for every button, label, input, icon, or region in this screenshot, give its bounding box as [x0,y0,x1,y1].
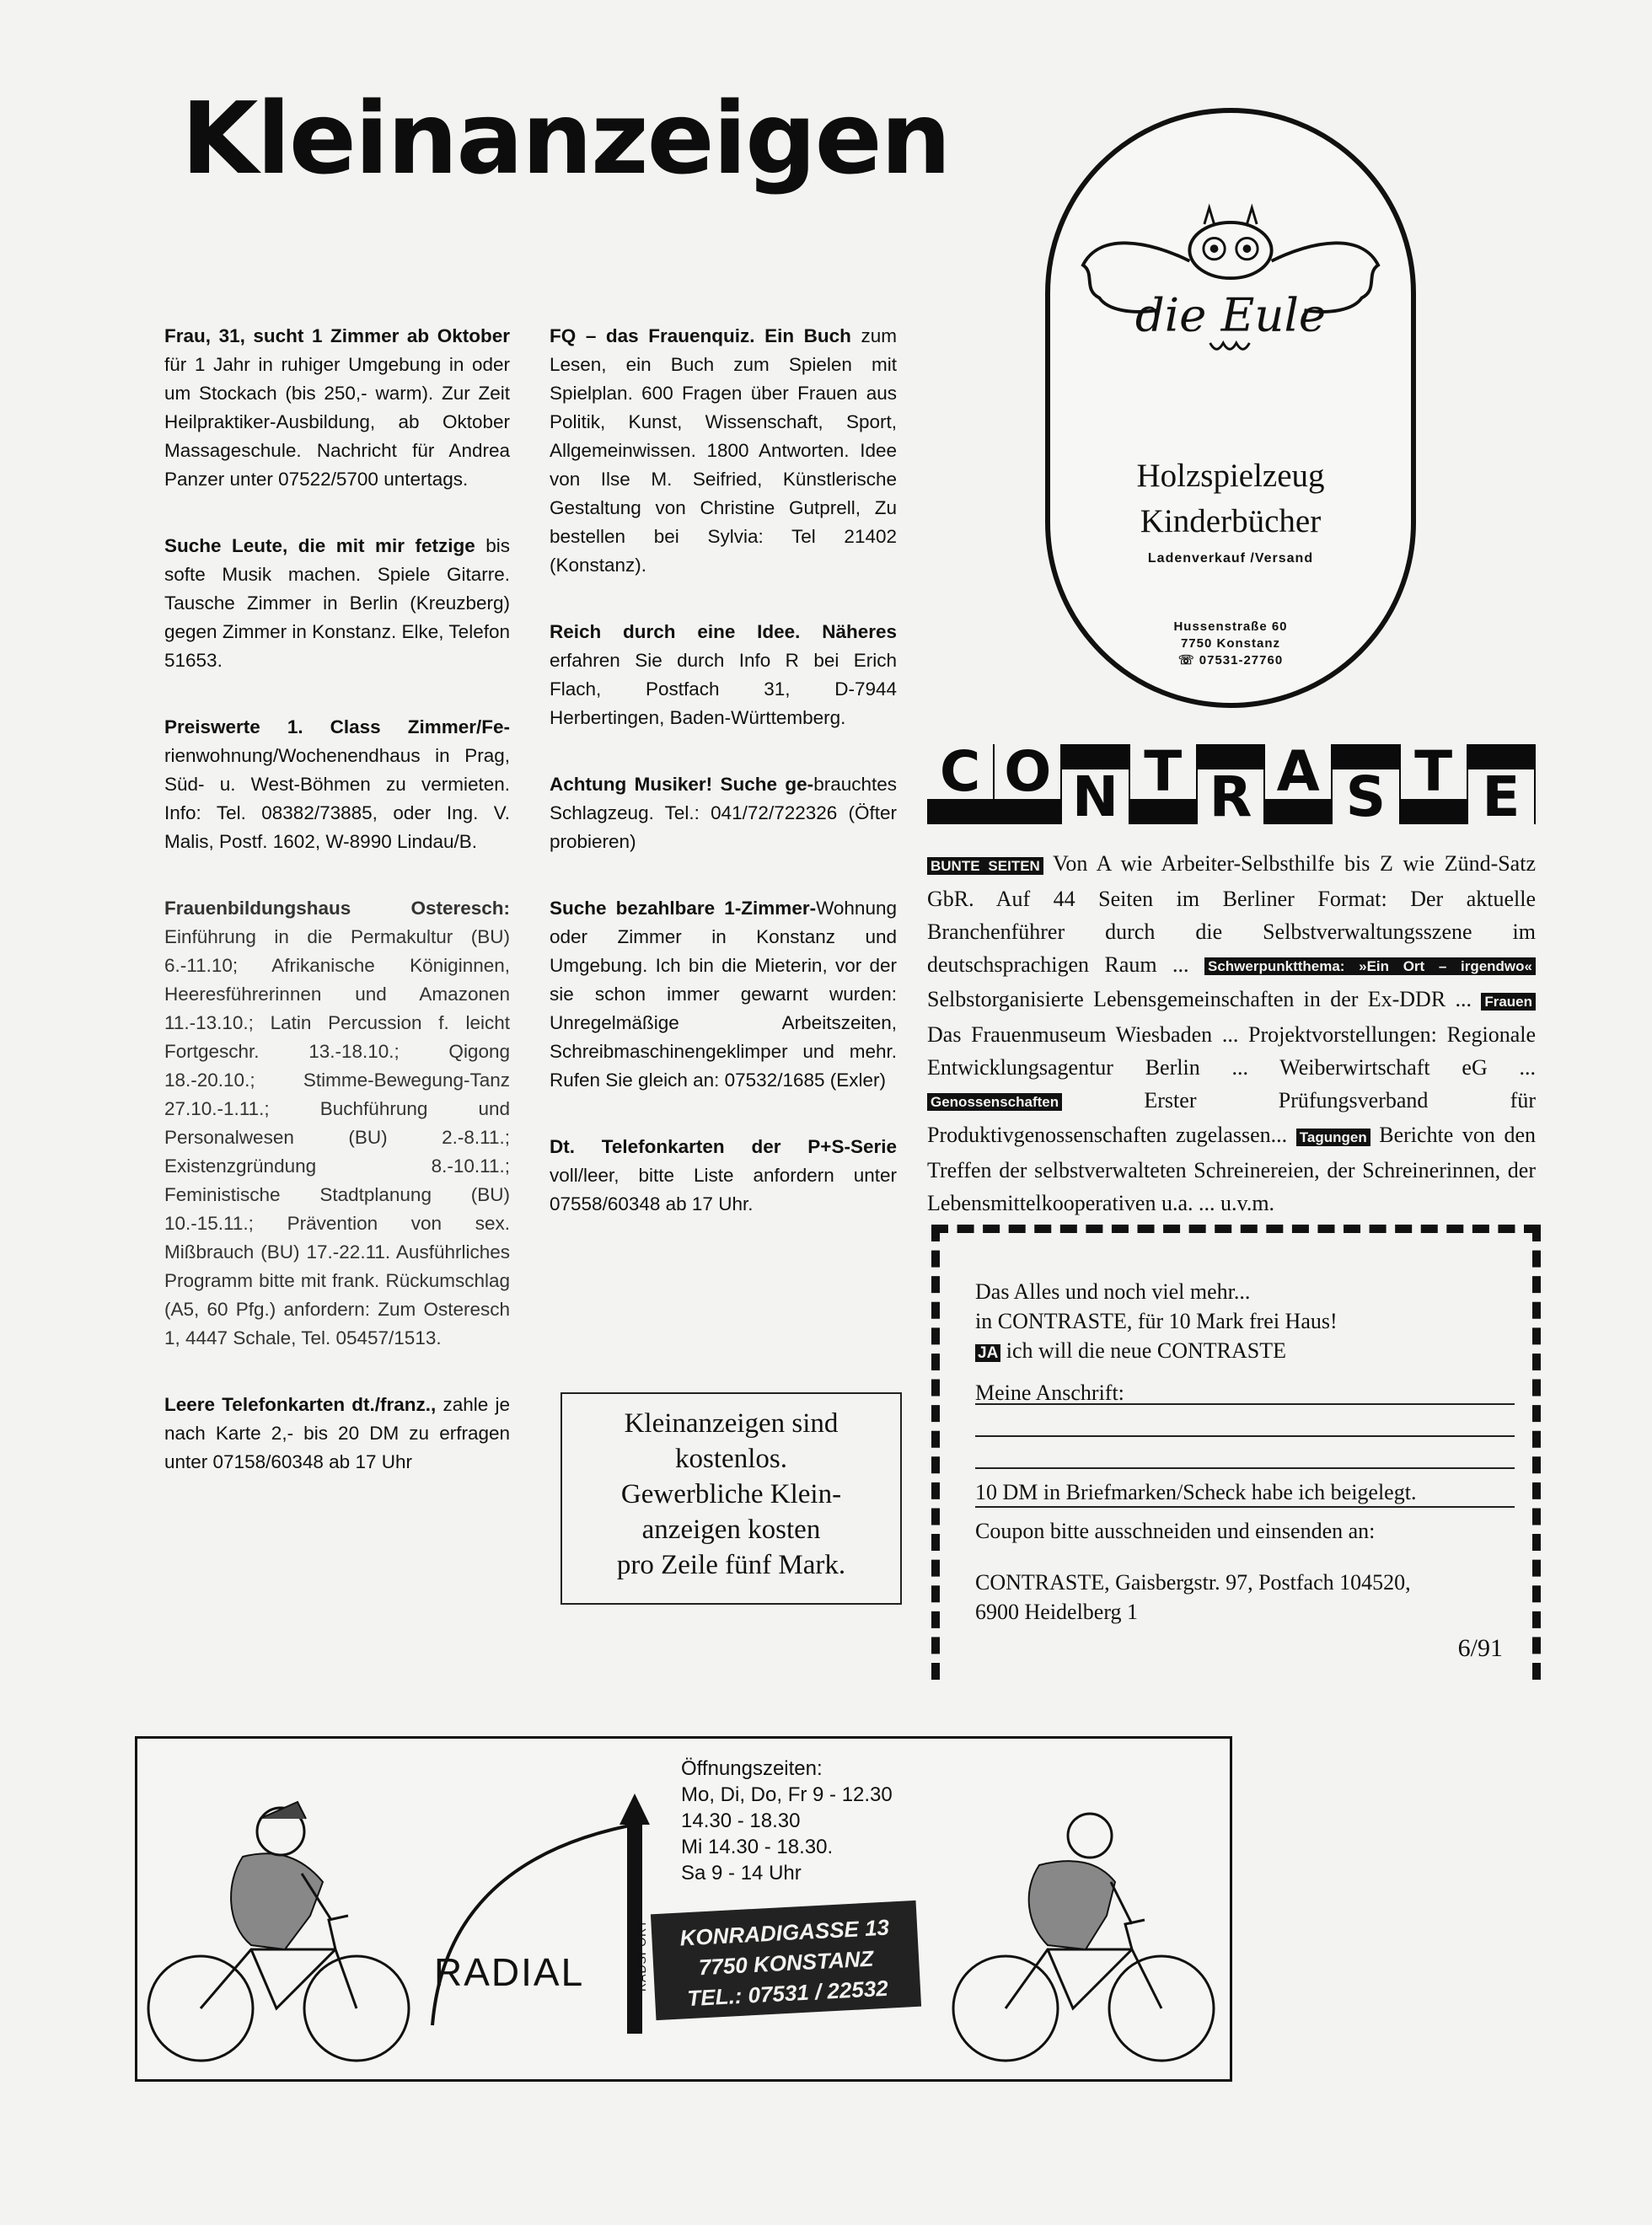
tag-tagungen: Tagungen [1296,1129,1370,1146]
eule-subtitle: Ladenverkauf /Versand [1147,551,1314,566]
cyclist-left-icon [142,1756,420,2076]
classified-ad: FQ – das Frauenquiz. Ein Buch zum Lesen, ein Buch zum Spielen mit Spielplan. 600 Fragen über Frauen aus Politik, Kunst, Wissenschaft, Sport, Allgemeinwissen. 1800 Antworten. Idee von Ilse M. Seifried, Künstlerische Gestaltung von Christine Gutprell, Zu bestellen bei Sylvia: Tel 21402 (Konstanz). [550,325,898,576]
radial-address-box: KONRADIGASSE 13 7750 KONSTANZ TEL.: 07531 / 22532 [651,1901,921,2020]
eule-line-books: Kinderbücher [1140,503,1322,539]
coupon-address: CONTRASTE, Gaisbergstr. 97, Postfach 104520, [975,1570,1411,1595]
coupon-line: Das Alles und noch viel mehr... [975,1279,1251,1304]
ja-checkbox[interactable]: JA [975,1344,1000,1362]
arrow-arc-icon [424,1772,677,2042]
tag-schwerpunkt: Schwerpunktthema: »Ein Ort – irgendwo« [1204,957,1536,975]
radial-subbrand: RADSPORT [635,1919,648,1992]
contraste-description: BUNTE SEITEN Von A wie Arbeiter-Selbsthilfe bis Z wie Zünd-Satz GbR. Auf 44 Seiten im Berliner Format: Der aktuelle Branchenführer durch die Selbstverwaltungsszene im deutschsprachigen Raum ... Schwerpunktthema: »Ein Ort – irgendwo« Selbstorganisierte Lebensgemeinschaften in der Ex-DDR ... Frauen Das Frauenmuseum Wiesbaden ... Projektvorstellungen: Regionale Entwicklungsagentur Berlin ... Weiberwirtschaft eG ... Genossenschaften Erster Prüfungsverband für Produktivgenossenschaften zugelassen... Tagungen Berichte von den Treffen der selbstverwalteten Schreinereien, der Schreinerinnen, der Lebensmittelkooperativen u.a. ... u.v.m. [927,851,1536,1215]
owl-logo-icon [1050,189,1411,374]
coupon-address: 6900 Heidelberg 1 [975,1600,1139,1624]
payment-line: 10 DM in Briefmarken/Scheck habe ich beigelegt. [975,1477,1515,1508]
contraste-logo [927,739,1536,829]
classified-ad: Dt. Telefonkarten der P+S-Serie voll/leer, bitte Liste anfordern unter 07558/60348 ab 17 Uhr. [550,1136,897,1214]
contraste-letter: E [1468,769,1536,824]
coupon-line: in CONTRASTE, für 10 Mark frei Haus! [975,1309,1338,1333]
ads-column-1 [164,322,510,1515]
issue-number: 6/91 [1457,1634,1503,1662]
contraste-letter: O [995,744,1062,799]
radial-brand: RADIAL [434,1950,585,1994]
classified-ad: Achtung Musiker! Suche ge-brauchtes Schlagzeug. Tel.: 041/72/722326 (Öfter probieren) [550,774,897,852]
address-line[interactable]: Meine Anschrift: [975,1378,1515,1405]
classified-ad: Frau, 31, sucht 1 Zimmer ab Oktober für 1 Jahr in ruhiger Umgebung in oder um Stockach (bis 250,- warm). Zur Zeit Heilpraktiker-Ausbildung, ab Oktober Massageschule. Nachricht für Andrea Panzer unter 07522/5700 untertags. [164,325,510,490]
classified-ad: Preiswerte 1. Class Zimmer/Fe-rienwohnung/Wochenendhaus in Prag, Süd- u. West-Böhmen zu vermieten. Info: Tel. 08382/73885, oder Ing. V. Malis, Postf. 1602, W-8990 Lindau/B. [164,716,510,852]
tag-bunte-seiten: BUNTE SEITEN [927,857,1043,875]
eule-toy-shop-ad [1045,108,1416,708]
classified-ad: Suche Leute, die mit mir fetzige bis softe Musik machen. Spiele Gitarre. Tausche Zimmer in Berlin (Kreuzberg) gegen Zimmer in Konstanz. Elke, Telefon 51653. [164,535,510,671]
coupon-checkbox-line: JA ich will die neue CONTRASTE [975,1336,1515,1368]
eule-logo-lettering: die Eule [1134,287,1327,342]
classified-ad: Frauenbildungshaus Osteresch: Einführung in die Permakultur (BU) 6.-11.10; Afrikanische Königinnen, Heeresführerinnen und Amazonen 11.-13.10.; Latin Percussion f. leicht Fortgeschr. 13.-18.10.; Qigong 18.-20.10.; Stimme-Bewegung-Tanz 27.10.-1.11.; Buchführung und Personalwesen (BU) 2.-8.11.; Existenzgründung 8.-10.11.; Feministische Stadtplanung (BU) 10.-15.11.; Prävention von sex. Mißbrauch (BU) 17.-22.11. Ausführliches Programm bitte mit frank. Rückumschlag (A5, 60 Pfg.) anfordern: Zum Osteresch 1, 4447 Schale, Tel. 05457/1513. [164,898,510,1348]
classified-ad: Leere Telefonkarten dt./franz., zahle je nach Karte 2,- bis 20 DM zu erfragen unter 07158/60348 ab 17 Uhr [164,1394,510,1472]
tag-genossenschaften: Genossenschaften [927,1093,1062,1111]
eule-line-toys: Holzspielzeug [1136,458,1325,494]
classified-ad: Reich durch eine Idee. Näheres erfahren Sie durch Info R bei Erich Flach, Postfach 31, D-7944 Herbertingen, Baden-Württemberg. [550,621,897,728]
subscription-coupon [931,1225,1541,1680]
contraste-letter: N [1062,769,1129,824]
eule-address: Hussenstraße 60 7750 Konstanz ☏ 07531-27760 [1173,619,1288,668]
page-title: Kleinanzeigen [181,80,950,196]
ads-column-2 [550,322,897,1257]
tag-frauen: Frauen [1481,993,1536,1011]
address-line[interactable] [975,1410,1515,1437]
contraste-letter: T [1401,744,1468,799]
contraste-letter: S [1333,769,1400,824]
opening-hours: Öffnungszeiten: Mo, Di, Do, Fr 9 - 12.30 14.30 - 18.30 Mi 14.30 - 18.30. Sa 9 - 14 Uhr [681,1757,893,1885]
cyclist-right-icon [947,1789,1225,2076]
radial-bike-shop-ad [135,1736,1232,2082]
contraste-letter: A [1265,744,1333,799]
free-ads-notice: Kleinanzeigen sind kostenlos. Gewerbliche Klein- anzeigen kosten pro Zeile fünf Mark. [560,1392,902,1605]
coupon-instruction: Coupon bitte ausschneiden und einsenden an: [975,1519,1376,1543]
classified-ad: Suche bezahlbare 1-Zimmer-Wohnung oder Zimmer in Konstanz und Umgebung. Ich bin die Mieterin, vor der sie schon immer gewarnt wurden: Unregelmäßige Arbeitszeiten, Schreibmaschinengeklimper und mehr. Rufen Sie gleich an: 07532/1685 (Exler) [550,898,897,1091]
contraste-letter: R [1198,769,1265,824]
contraste-letter: C [927,744,995,799]
address-line[interactable] [975,1442,1515,1469]
contraste-letter: T [1130,744,1198,799]
